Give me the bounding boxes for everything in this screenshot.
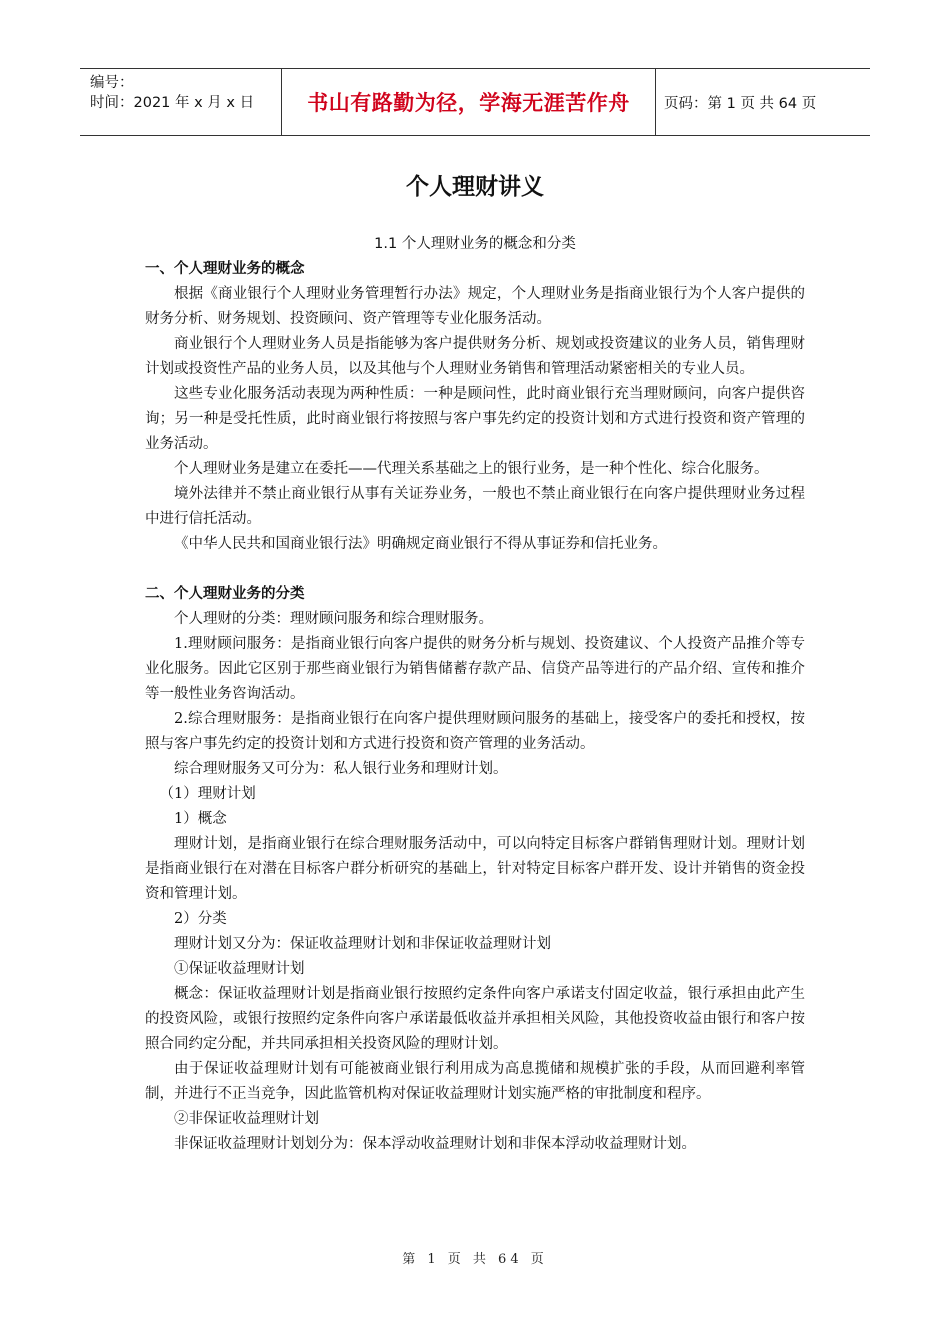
paragraph: 《中华人民共和国商业银行法》明确规定商业银行不得从事证券和信托业务。 — [174, 536, 667, 552]
document-body — [145, 232, 805, 1157]
motto: 书山有路勤为径，学海无涯苦作舟 — [307, 91, 630, 115]
subheading: （1）理财计划 — [159, 786, 256, 802]
heading-classification: 二、个人理财业务的分类 — [145, 586, 305, 602]
number-label: 编号： — [90, 75, 134, 91]
heading-concept: 一、个人理财业务的概念 — [145, 261, 305, 277]
paragraph: 商业银行个人理财业务人员是指能够为客户提供财务分析、规划或投资建议的业务人员，销售理财计划或投资性产品的业务人员，以及其他与个人理财业务销售和管理活动紧密相关的专业人员。 — [145, 336, 805, 377]
header-table — [80, 68, 870, 136]
header-page-cell — [656, 69, 870, 135]
section-title: 1.1 个人理财业务的概念和分类 — [374, 236, 576, 252]
header-motto-cell — [282, 69, 656, 135]
paragraph: 理财计划又分为：保证收益理财计划和非保证收益理财计划 — [174, 936, 551, 952]
paragraph: 1.理财顾问服务：是指商业银行向客户提供的财务分析与规划、投资建议、个人投资产品推介等专业化服务。因此它区别于那些商业银行为销售储蓄存款产品、信贷产品等进行的产品介绍、宣传和推介等一般性业务咨询活动。 — [145, 636, 805, 702]
spacer — [145, 557, 805, 582]
paragraph: 概念：保证收益理财计划是指商业银行按照约定条件向客户承诺支付固定收益，银行承担由此产生的投资风险，或银行按照约定条件向客户承诺最低收益并承担相关风险，其他投资收益由银行和客户按照合同约定分配，并共同承担相关投资风险的理财计划。 — [145, 986, 805, 1052]
paragraph: 这些专业化服务活动表现为两种性质：一种是顾问性，此时商业银行充当理财顾问，向客户提供咨询；另一种是受托性质，此时商业银行将按照与客户事先约定的投资计划和方式进行投资和资产管理的业务活动。 — [145, 386, 805, 452]
subheading: ②非保证收益理财计划 — [174, 1111, 319, 1127]
paragraph: 非保证收益理财计划划分为：保本浮动收益理财计划和非保本浮动收益理财计划。 — [174, 1136, 696, 1152]
time-label: 时间：2021 年 x 月 x 日 — [90, 95, 255, 111]
paragraph: 个人理财的分类：理财顾问服务和综合理财服务。 — [174, 611, 493, 627]
page-label: 页码：第 1 页 共 64 页 — [664, 95, 817, 112]
header-meta — [80, 69, 282, 135]
paragraph: 个人理财业务是建立在委托——代理关系基础之上的银行业务，是一种个性化、综合化服务。 — [174, 461, 769, 477]
subheading: 2）分类 — [174, 911, 227, 927]
page-title: 个人理财讲义 — [406, 174, 544, 200]
paragraph: 2.综合理财服务：是指商业银行在向客户提供理财顾问服务的基础上，接受客户的委托和授权，按照与客户事先约定的投资计划和方式进行投资和资产管理的业务活动。 — [145, 711, 805, 752]
paragraph: 综合理财服务又可分为：私人银行业务和理财计划。 — [174, 761, 508, 777]
paragraph: 理财计划，是指商业银行在综合理财服务活动中，可以向特定目标客户群销售理财计划。理财计划是指商业银行在对潜在目标客户群分析研究的基础上，针对特定目标客户群开发、设计并销售的资金投资和管理计划。 — [145, 836, 805, 902]
paragraph: 根据《商业银行个人理财业务管理暂行办法》规定，个人理财业务是指商业银行为个人客户提供的财务分析、财务规划、投资顾问、资产管理等专业化服务活动。 — [145, 286, 805, 327]
paragraph: 由于保证收益理财计划有可能被商业银行利用成为高息揽储和规模扩张的手段，从而回避利率管制，并进行不正当竞争，因此监管机构对保证收益理财计划实施严格的审批制度和程序。 — [145, 1061, 805, 1102]
subheading: ①保证收益理财计划 — [174, 961, 305, 977]
subheading: 1）概念 — [174, 811, 227, 827]
page-footer: 第 1 页 共 64 页 — [402, 1252, 548, 1267]
paragraph: 境外法律并不禁止商业银行从事有关证券业务，一般也不禁止商业银行在向客户提供理财业务过程中进行信托活动。 — [145, 486, 805, 527]
